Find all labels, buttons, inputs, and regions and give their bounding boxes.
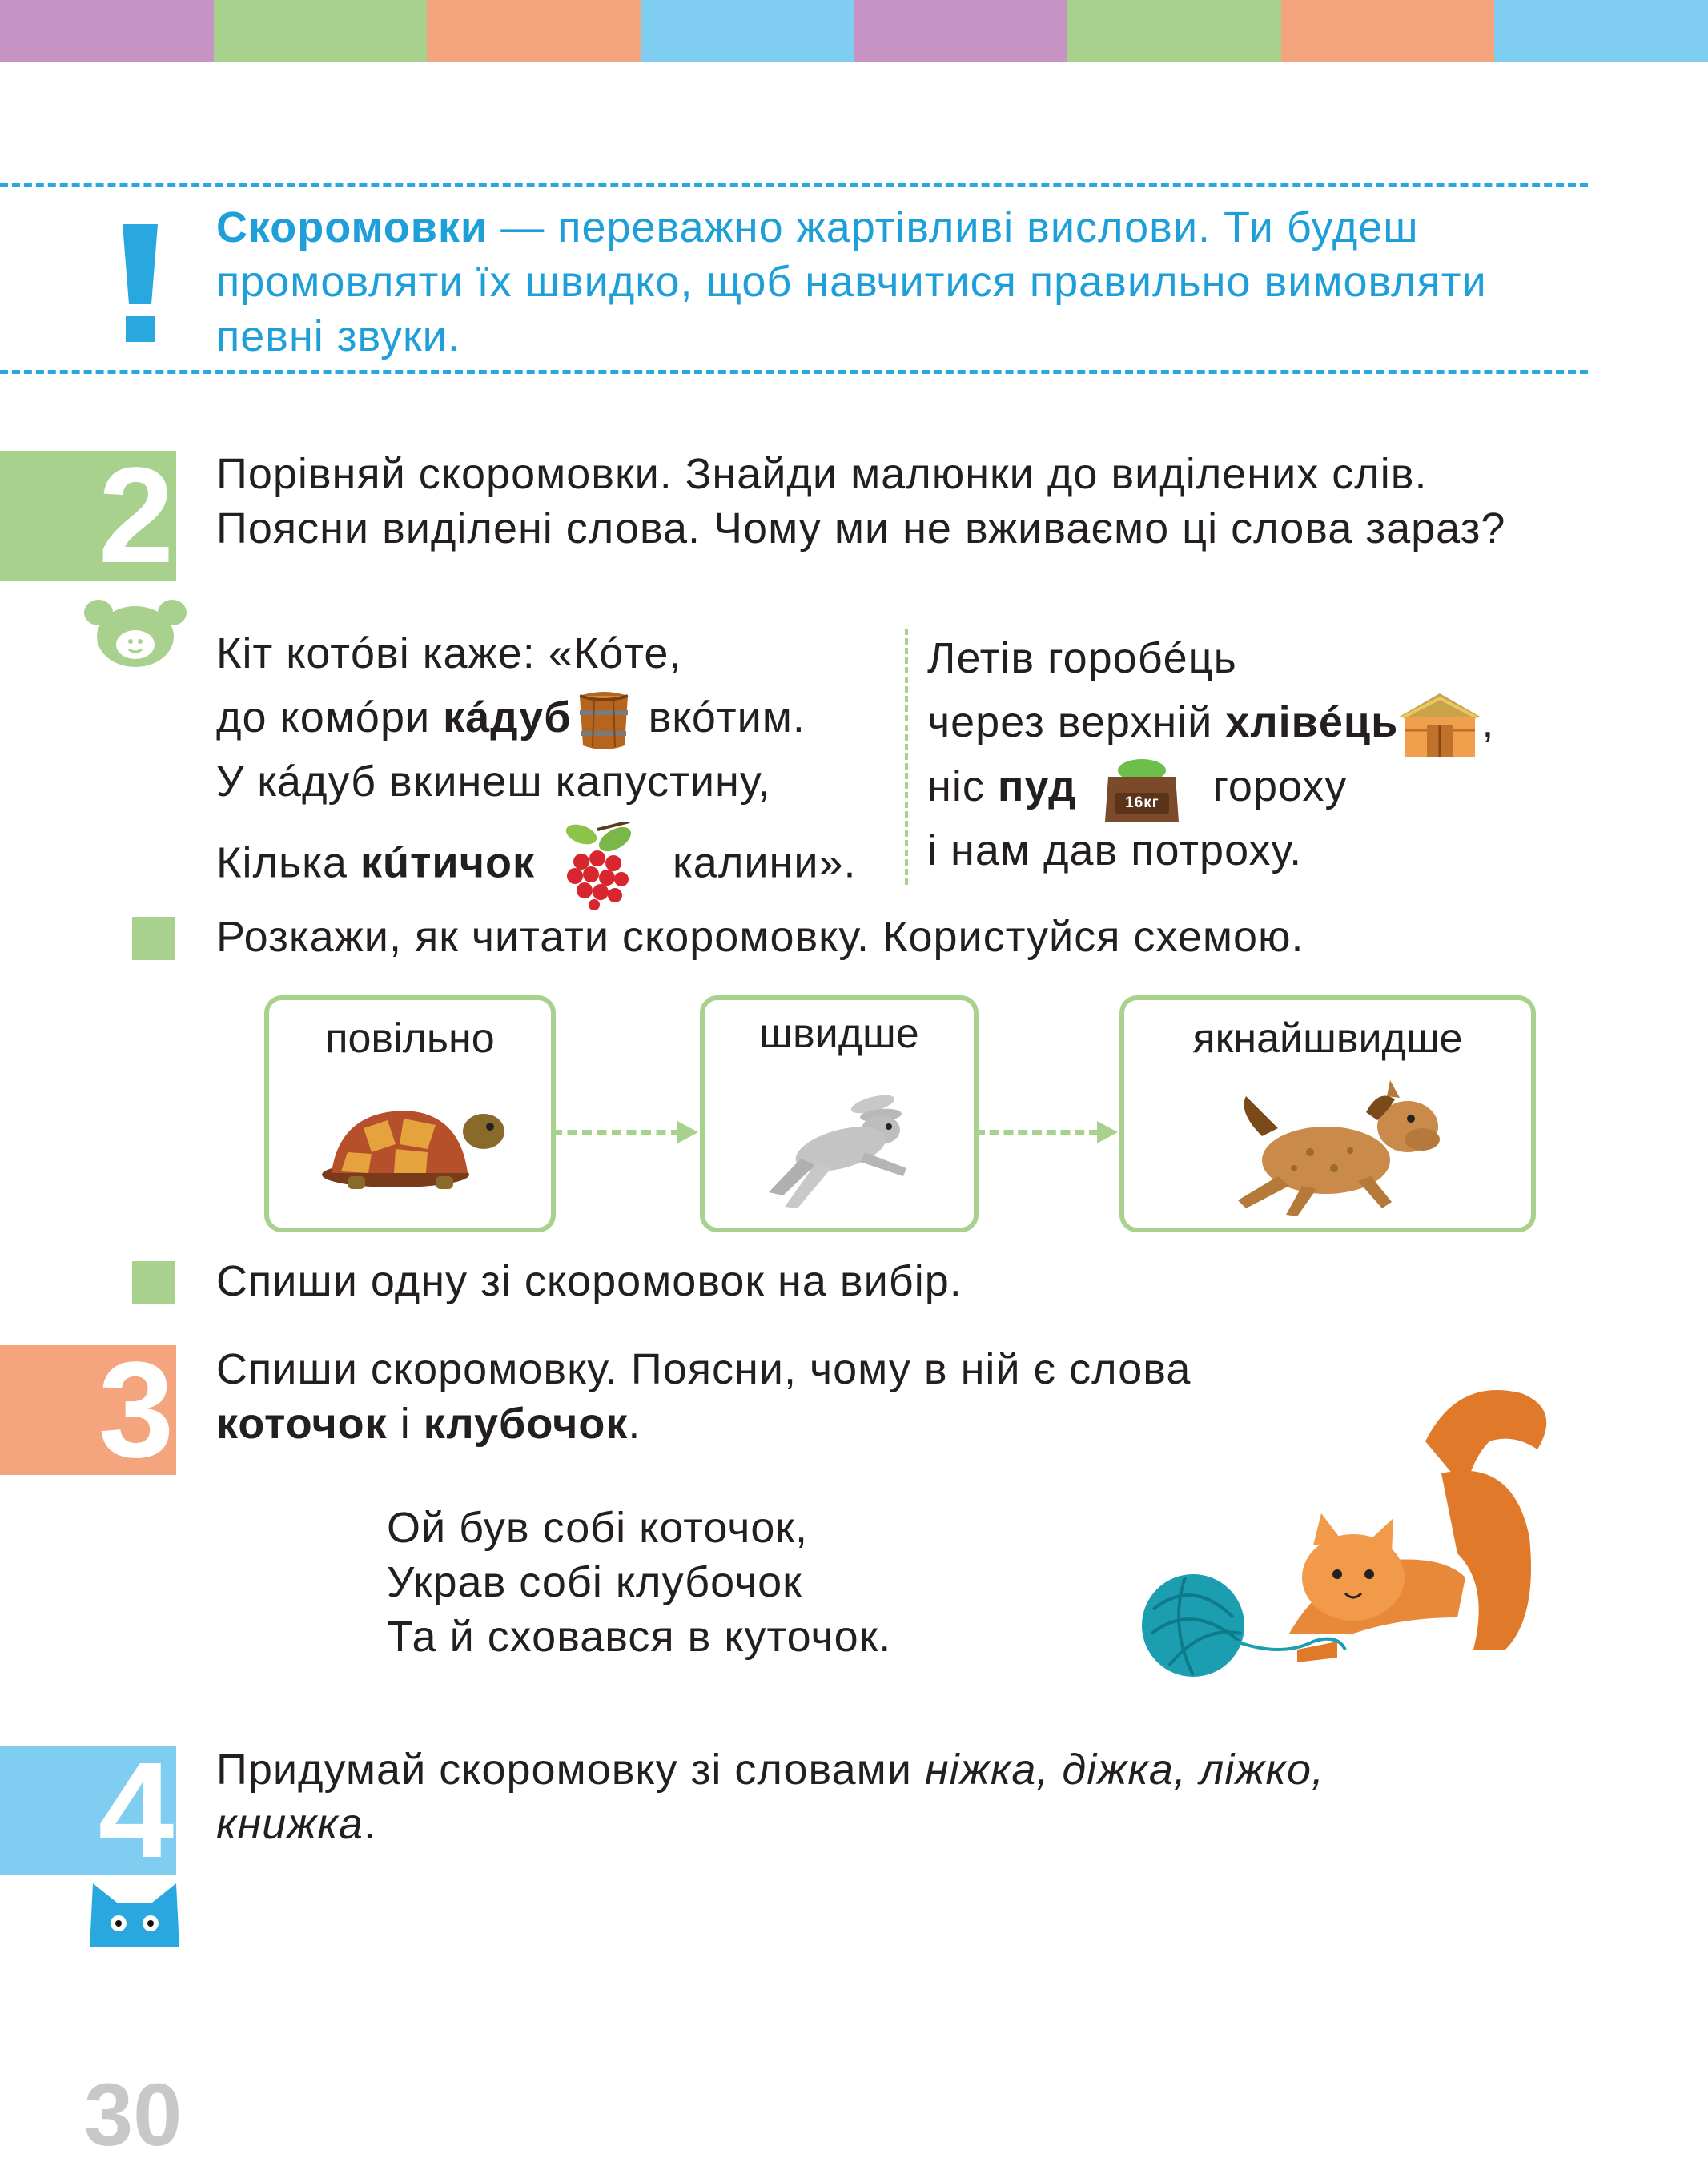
viburnum-berries-icon xyxy=(557,822,637,910)
barrel-icon xyxy=(572,689,636,752)
rule-bottom-divider xyxy=(0,370,1588,374)
poem-line xyxy=(216,685,857,749)
stripe xyxy=(1067,0,1281,62)
poem-line: У кáдуб вкинеш капустину, xyxy=(216,757,771,806)
task4-text: Придумай скоромовку зі словами xyxy=(216,1746,925,1794)
task-number: 4 xyxy=(98,1734,175,1887)
poem-line: Летів горобéць xyxy=(927,634,1237,682)
highlighted-word: пуд xyxy=(997,762,1077,810)
poem-line: і нам дав потроху. xyxy=(927,826,1303,874)
arrow-head-icon xyxy=(677,1121,698,1143)
poem-line: Кіт котóві каже: «Кóте, xyxy=(216,629,682,677)
tongue-twister-right xyxy=(927,626,1494,882)
weight-label: 16кг xyxy=(1125,794,1159,811)
task2-bullet-instruction: Спиши одну зі скоромовок на вибір. xyxy=(216,1257,963,1305)
stripe xyxy=(854,0,1068,62)
poem-text: вкóтим. xyxy=(635,693,806,741)
task-number-badge xyxy=(0,1734,176,1887)
poem-line xyxy=(216,822,857,886)
highlighted-word: кáдуб xyxy=(443,693,572,741)
highlighted-word: хлівéць xyxy=(1225,698,1399,746)
scheme-step-fastest xyxy=(1119,995,1536,1232)
stripe xyxy=(1494,0,1708,62)
exclamation-icon xyxy=(116,224,164,344)
stripe xyxy=(214,0,428,62)
scheme-label: повільно xyxy=(325,1015,495,1062)
task3-text: Спиши скоромовку. Поясни, чому в ній є слова xyxy=(216,1345,1192,1393)
barn-icon xyxy=(1398,693,1481,757)
poem-line: Ой був собі коточок, xyxy=(387,1504,809,1552)
arrow-head-icon xyxy=(1097,1121,1118,1143)
poem-text: калини». xyxy=(659,838,857,887)
highlighted-word: коточок xyxy=(216,1400,388,1448)
dog-icon xyxy=(84,597,187,667)
poem-text: гороху xyxy=(1200,762,1348,810)
weight-sack-icon xyxy=(1103,757,1180,822)
stripe xyxy=(0,0,214,62)
cat-face-icon xyxy=(90,1883,179,1947)
poem-line: Украв собі клубочок xyxy=(387,1558,802,1606)
poem-line xyxy=(927,690,1494,754)
task3-text: і xyxy=(387,1400,424,1448)
task3-text: . xyxy=(628,1400,641,1448)
stripe xyxy=(1281,0,1495,62)
task4-text: . xyxy=(363,1800,376,1848)
bullet-square xyxy=(132,1261,175,1304)
pony-icon xyxy=(1230,1080,1454,1216)
task-number: 2 xyxy=(98,440,175,592)
poem-text: , xyxy=(1481,698,1495,746)
task4-instruction xyxy=(216,1742,1545,1851)
page-number: 30 xyxy=(84,2066,183,2164)
task2-bullet-instruction: Розкажи, як читати скоромовку. Користуйся схемою. xyxy=(216,913,1304,961)
task-number-badge xyxy=(0,440,176,592)
task-number-badge xyxy=(0,1334,176,1486)
task-number: 3 xyxy=(98,1334,175,1486)
task2-instruction: Порівняй скоромовки. Знайди малюнки до виділених слів. Поясни виділені слова. Чому ми не вживаємо ці слова зараз? xyxy=(216,450,1506,553)
sack-shape xyxy=(1103,757,1180,822)
rule-term: Скоромовки xyxy=(216,203,488,251)
poem-divider xyxy=(905,629,908,885)
hare-icon xyxy=(769,1088,921,1208)
stripe xyxy=(427,0,641,62)
scheme-label: швидше xyxy=(759,1011,919,1057)
scheme-arrow xyxy=(975,1130,1099,1135)
scheme-step-slow xyxy=(264,995,556,1232)
rule-text: — переважно жартівливі вислови. Ти будеш промовляти їх швидко, щоб навчитися правильно вимовляти певні звуки. xyxy=(216,203,1487,360)
rule-top-divider xyxy=(0,183,1588,187)
poem-line: Та й сховався в куточок. xyxy=(387,1613,892,1661)
cat-with-yarn-illustration xyxy=(1137,1377,1585,1698)
tongue-twister-left xyxy=(216,621,857,886)
turtle-icon xyxy=(315,1096,508,1192)
highlighted-word: клубочок xyxy=(423,1400,629,1448)
poem-text: до комóри xyxy=(216,693,444,741)
bullet-square xyxy=(132,917,175,960)
poem-line xyxy=(927,754,1494,818)
italic-words: ніжка, діжка, ліжко, xyxy=(924,1746,1325,1794)
scheme-label: якнайшвидше xyxy=(1192,1015,1463,1062)
scheme-arrow xyxy=(553,1130,681,1135)
highlighted-word: кúтичок xyxy=(360,838,535,887)
rule-definition xyxy=(216,200,1537,364)
poem-text: через верхній xyxy=(927,698,1226,746)
poem-text: Кілька xyxy=(216,838,360,887)
stripe xyxy=(641,0,854,62)
italic-words: книжка xyxy=(216,1800,364,1848)
task3-tongue-twister xyxy=(387,1501,891,1664)
top-color-stripes xyxy=(0,0,1708,62)
scheme-step-faster xyxy=(700,995,979,1232)
poem-text: ніс xyxy=(927,762,998,810)
